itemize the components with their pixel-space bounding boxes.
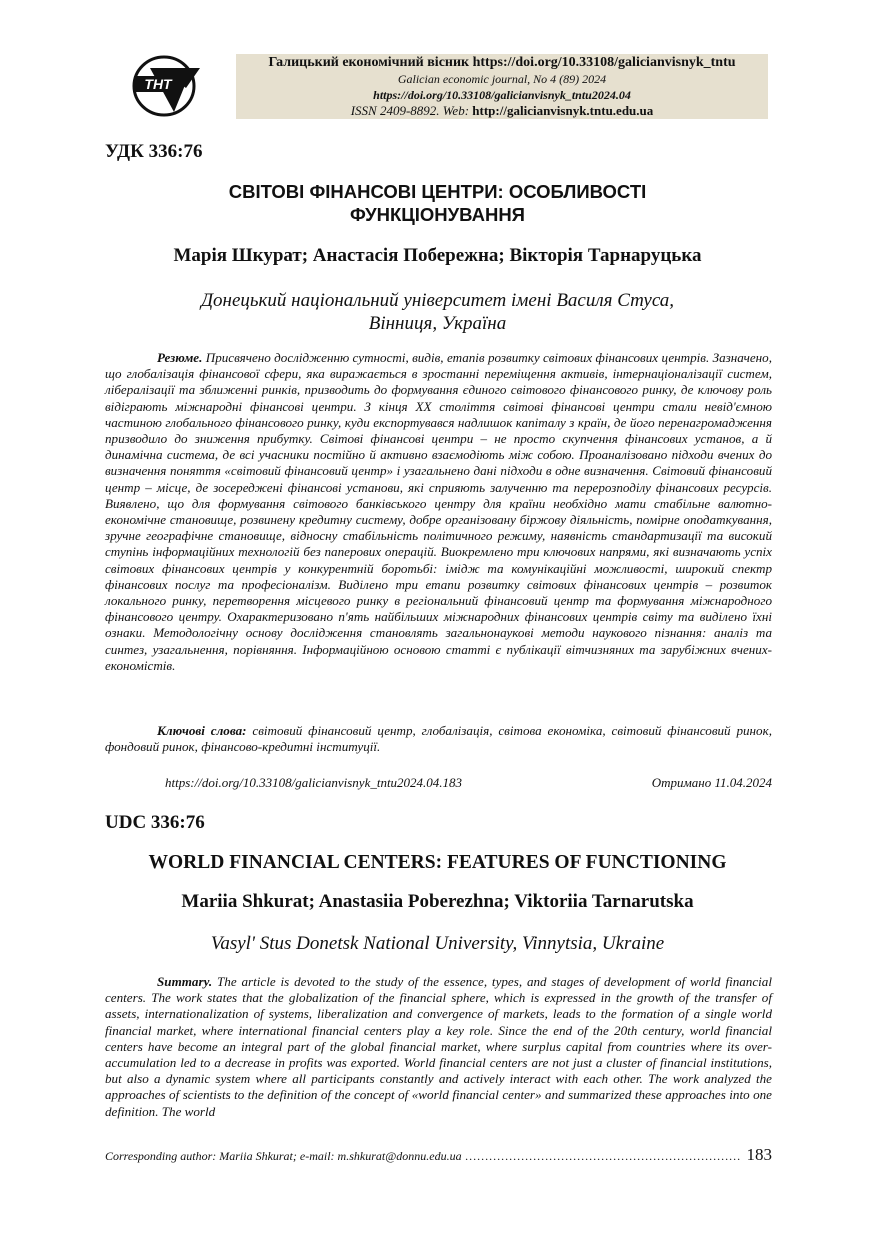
authors-uk: Марія Шкурат; Анастасія Побережна; Вікторія Тарнаруцька xyxy=(173,245,702,266)
affiliation-uk: Донецький національний університет імені Василя Стуса, Вінниця, Україна xyxy=(200,290,675,334)
summary-label: Summary. xyxy=(157,974,213,989)
abstract-label: Резюме. xyxy=(157,350,203,365)
page-footer xyxy=(105,1145,772,1164)
journal-issue: Galician economic journal, No 4 (89) 2024 xyxy=(397,72,607,86)
keywords-text: світовий фінансовий центр, глобалізація, світова економіка, світовий фінансовий ринок, фондовий ринок, фінансово-кредитні інституції. xyxy=(105,723,772,755)
authors-en: Mariia Shkurat; Anastasiia Poberezhna; Viktoriia Tarnarutska xyxy=(181,891,694,912)
title-en: WORLD FINANCIAL CENTERS: FEATURES OF FUNCTIONING xyxy=(148,852,727,873)
page-number: 183 xyxy=(746,1145,772,1164)
journal-web-link[interactable]: http://galicianvisnyk.tntu.edu.ua xyxy=(472,103,654,118)
udc-uk: УДК 336:76 xyxy=(105,141,203,162)
journal-doi: https://doi.org/10.33108/galicianvisnyk_tntu2024.04 xyxy=(373,88,631,102)
footer-dots: …………………………………………………………… xyxy=(461,1149,741,1163)
article-doi[interactable]: https://doi.org/10.33108/galicianvisnyk_tntu2024.04.183 xyxy=(165,775,463,790)
udc-en: UDC 336:76 xyxy=(105,812,205,833)
abstract-uk xyxy=(105,350,772,674)
article-doi-line xyxy=(165,775,772,791)
title-uk: СВІТОВІ ФІНАНСОВІ ЦЕНТРИ: ОСОБЛИВОСТІ ФУНКЦІОНУВАННЯ xyxy=(228,181,647,225)
affiliation-en: Vasyl' Stus Donetsk National University, Vinnytsia, Ukraine xyxy=(210,933,665,954)
tntu-logo-icon xyxy=(130,54,214,118)
journal-logo xyxy=(130,54,214,118)
summary-en xyxy=(105,974,772,1120)
journal-issn: ISSN 2409-8892. Web: http://galicianvisnyk.tntu.edu.ua xyxy=(350,103,654,118)
keywords-uk xyxy=(105,723,772,755)
corresponding-author: Corresponding author: Mariia Shkurat; e-mail: m.shkurat@donnu.edu.ua xyxy=(105,1149,462,1163)
abstract-text: Присвячено дослідженню сутності, видів, етапів розвитку світових фінансових центрів. Зазначено, що глобалізація фінансової сфери, яка виражається в зростанні переміщення активів, інтернаціоналізації систем, лібералізації та зближенні ринків, призводить до формування єдиного світового фінансового ринку, де ключову роль відіграють міжнародні фінансові центри. З кінця XX століття світові фінансові центри стали невід'ємною частиною глобального фінансового ринку, куди експортувався надлишок капіталу з країн, де його перенагромадження призводило до зниження прибутку. Світові фінансові центри – не просто скупчення фінансових установ, а й динамічна система, де всі учасники постійно й активно взаємодіють між собою. Проаналізовано підходи вчених до визначення поняття «світовий фінансовий центр» і узагальнено дані підходи в одне визначення. Світовий фінансовий центр – місце, де зосереджені фінансові установи, які сприяють залученню та перерозподілу фінансових ресурсів. Виявлено, що для формування світового банківського центру для країни необхідно мати стабільне валютно-економічне становище, розвинену кредитну систему, добре організовану біржову діяльність, помірне оподаткування, зручне географічне становище, відносну стабільність політичного режиму, наявність стандартизації та високий ступінь інформаційних технологій без паперових операцій. Виокремлено три ключових напрями, які визначають успіх світових фінансових центрів у конкурентній боротьбі: імідж та комунікаційні можливості, широкий спектр фінансових послуг та професіоналізм. Виділено три етапи розвитку світових фінансових центрів – розвиток локального ринку, перетворення місцевого ринку в регіональний фінансовий центр та формування міжнародного фінансового центру. Охарактеризовано п'ять найбільших міжнародних фінансових центрів світу та виділено їхні ознаки. Методологічну основу дослідження становлять загальнонаукові методи наукового пізнання: аналіз та синтез, узагальнення, порівняння. Інформаційною основою статті є публікації вітчизняних та зарубіжних вчених-економістів. xyxy=(105,350,772,673)
journal-name: Галицький економічний вісник https://doi.org/10.33108/galicianvisnyk_tntu xyxy=(268,55,736,70)
journal-header xyxy=(236,54,768,119)
logo-text: ТНТ xyxy=(144,76,172,92)
keywords-label: Ключові слова: xyxy=(157,723,247,738)
received-date: Отримано 11.04.2024 xyxy=(651,775,772,790)
summary-text: The article is devoted to the study of the essence, types, and stages of development of world financial centers. The work states that the globalization of the financial sphere, which is expressed in the growth of the transfer of assets, internationalization of systems, liberalization and convergence of markets, leads to the formation of a single world financial market, where international financial centers play a key role. Since the end of the 20th century, world financial centers have become an integral part of the global financial market, where surplus capital from countries where its over-accumulation led to a decrease in profits was exported. World financial centers are not just a cluster of financial institutions, but also a dynamic system where all participants constantly and actively interact with each other. The work analyzed the approaches of scientists to the definition of the concept of «world financial center» and summarized these approaches into one definition. The world xyxy=(105,974,772,1119)
